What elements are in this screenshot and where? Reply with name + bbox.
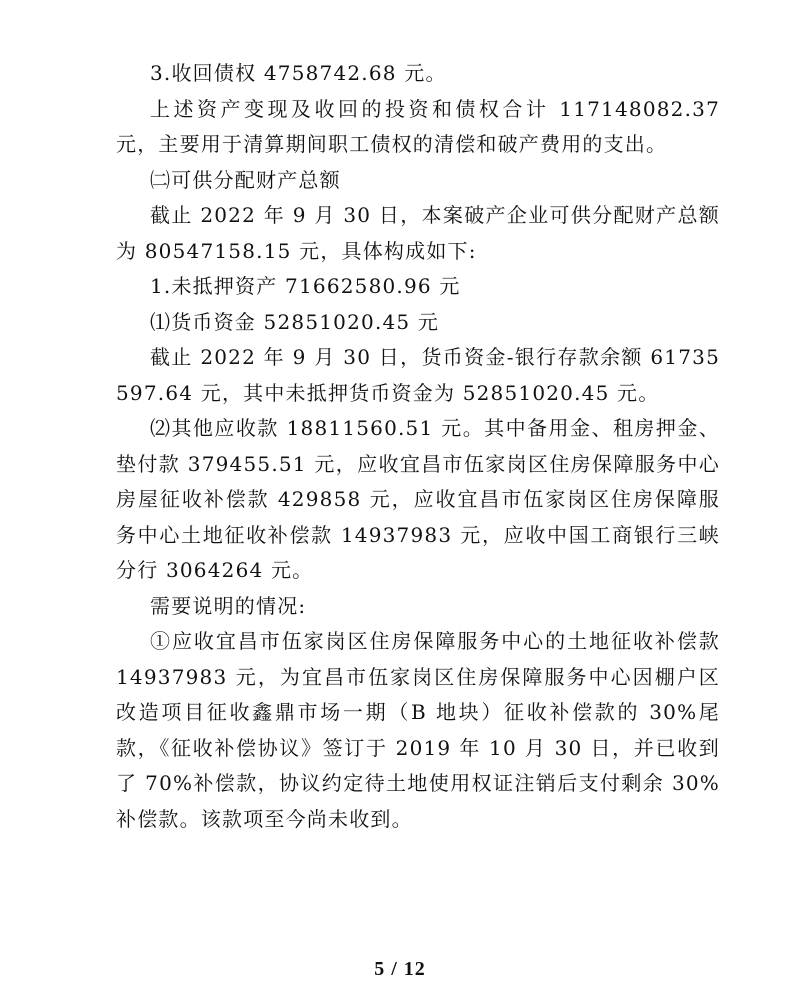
- page-number: 5 / 12: [374, 958, 426, 980]
- item-monetary-funds: ⑴货币资金 52851020.45 元: [150, 309, 440, 334]
- paragraph-distributable-total: 截止 2022 年 9 月 30 日，本案破产企业可供分配财产总额为 80547158.15 元，具体构成如下:: [116, 203, 720, 263]
- item-other-receivables: ⑵其他应收款 18811560.51 元。其中备用金、租房押金、垫付款 379455.51 元，应收宜昌市伍家岗区住房保障服务中心房屋征收补偿款 429858 元，应收宜昌市伍家岗区住房保障服务中心土地征收补偿款 14937983 元，应收中国工商银行三峡分行 3064264 元。: [116, 416, 720, 582]
- paragraph-note-land-compensation: ①应收宜昌市伍家岗区住房保障服务中心的土地征收补偿款 14937983 元，为宜昌市伍家岗区住房保障服务中心因棚户区改造项目征收鑫鼎市场一期（B 地块）征收补偿款的 30%尾款，《征收补偿协议》签订于 2019 年 10 月 30 日，并已收到了 70%补偿款，协议约定待土地使用权证注销后支付剩余 30%补偿款。该款项至今尚未收到。: [116, 629, 720, 831]
- item-unmortgaged-assets: 1.未抵押资产 71662580.96 元: [150, 274, 461, 298]
- section-heading-notes: 需要说明的情况:: [150, 593, 307, 618]
- paragraph-asset-total: 上述资产变现及收回的投资和债权合计 117148082.37 元，主要用于清算期间职工债权的清偿和破产费用的支出。: [116, 96, 720, 156]
- section-heading-distributable-assets: ㈡可供分配财产总额: [150, 167, 341, 192]
- paragraph-bank-deposit: 截止 2022 年 9 月 30 日，货币资金-银行存款余额 61735597.64 元，其中未抵押货币资金为 52851020.45 元。: [116, 345, 720, 405]
- document-body: [116, 56, 720, 837]
- paragraph-recovered-claims: 3.收回债权 4758742.68 元。: [150, 61, 447, 85]
